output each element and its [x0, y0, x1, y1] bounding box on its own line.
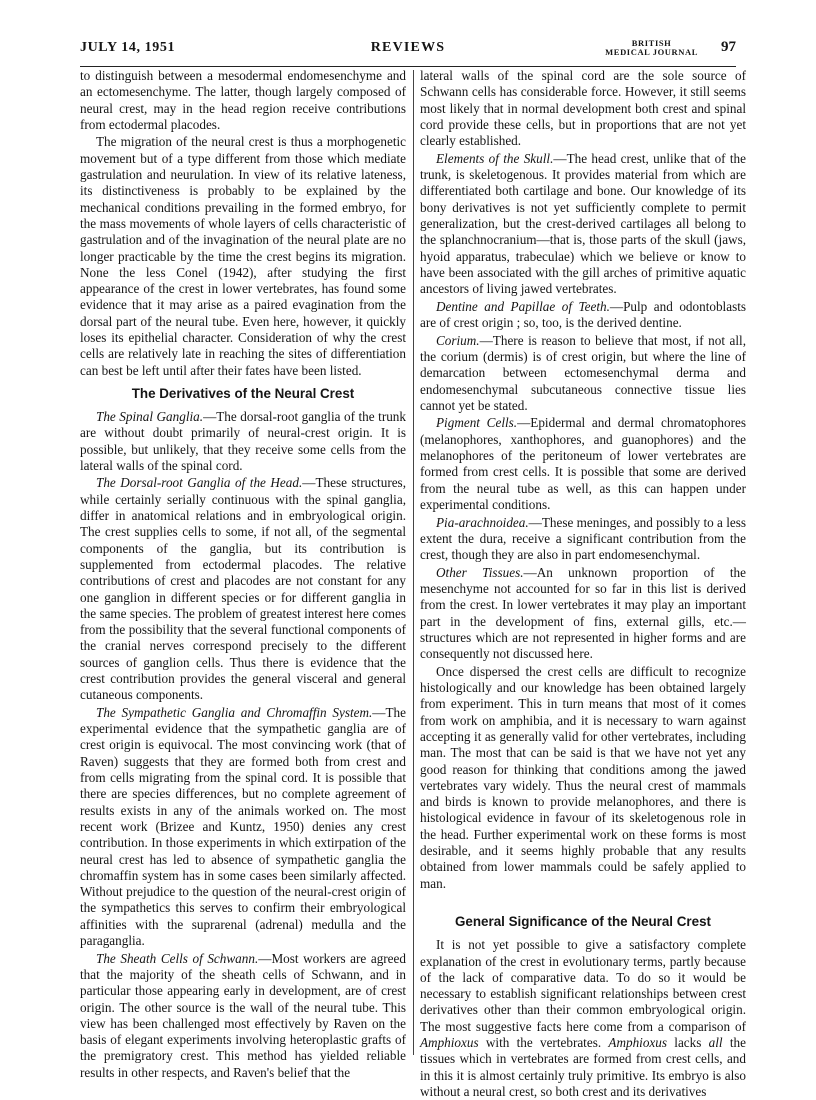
paragraph-text: —An unknown proportion of the mesenchyme not accounted for so far in this list is derived from the crest. In lower vertebrates it may play an important part in the development of fins, external gills, etc.—structures which are not represented in higher forms and are consequently not discussed here. — [420, 564, 746, 662]
paragraph-text: —The head crest, unlike that of the trunk, is skeletogenous. It provides material from which are differentiated both cartilage and bone. Our knowledge of its bony derivatives is not yet sufficiently complete to permit generalization, but the crest-derived cartilages all belong to the splanchnocranium—that is, those parts of the skull (jaws, hyoid apparatus, trabeculae) which we believe or know to have been associated with the gill arches of primitive aquatic ancestors of living jawed vertebrates. — [420, 150, 747, 297]
paragraph-lead: Other Tissues. — [436, 564, 524, 580]
column-divider — [413, 70, 414, 1055]
section-gap — [420, 893, 746, 907]
paragraph-lead: The Spinal Ganglia. — [96, 408, 204, 424]
paragraph-text: It is not yet possible to give a satisfactory complete explanation of the crest in evolutionary terms, partly because of the lack of comparative data. To do so it would be necessary to establish significant relationships between crest derivatives other than their common embryological origin. The most suggestive facts here come from a comparison of — [420, 937, 746, 1034]
paragraph-text: —The experimental evidence that the sympathetic ganglia are of crest origin is equivocal. The most convincing work (that of Raven) suggests that they are formed both from crest and from cells migrating from the spinal cord. It is possible that there are species differences, but no complete agreement of results exists in any of the animals worked on. The most recent work (Brizee and Kuntz, 1950) denies any crest contribution. In those experiments in which extirpation of the neural crest has led to absence of sympathetic ganglia the chromaffin system has in some cases been similarly affected. Without prejudice to the question of the neural-crest origin of the sympathetics this serves to confirm their embryological affinities with the suprarenal (adrenal) medulla and the paraganglia. — [80, 704, 406, 949]
paragraph-text: —Pulp and odontoblasts are of crest origin ; so, too, is the derived dentine. — [420, 298, 746, 331]
paragraph-lead: Corium. — [436, 332, 480, 348]
right-column — [420, 68, 747, 1099]
paragraph — [420, 937, 746, 1100]
italic-term: all — [708, 1035, 723, 1050]
paragraph-text: the tissues which in vertebrates are formed from crest cells, and in this it is almost certainly truly primitive. Its embryo is also without a neural crest, so both crest and its derivatives — [420, 1035, 746, 1099]
section-heading: General Significance of the Neural Crest — [455, 914, 711, 930]
paragraph: to distinguish between a mesodermal endomesenchyme and an ectomesenchyme. The latter, though largely composed of neural crest, may in the head region receive contributions from ectodermal placodes. — [80, 68, 406, 132]
paragraph-text: —These meninges, and possibly to a less extent the dura, receive a significant contribution from the crest, though they are also in part endomesenchymal. — [420, 514, 746, 563]
paragraph — [420, 299, 746, 332]
paragraph: Once dispersed the crest cells are difficult to recognize histologically and our knowledge has been obtained largely from experiment. This in turn means that most of it comes from work on amphibia, and it is necessary to warn against accepting it as generally valid for other vertebrates, including man. The most that can be said is that we have not yet any good reason for thinking that conditions among the jawed vertebrates vary widely. Thus the neural crest of mammals and birds is known to provide melanophores, and there is histological evidence in favour of its skeletogenous role in the head. Further experimental work on these forms is most desirable, and it seems highly probable that any results obtained from lower mammals could be safely applied to man. — [420, 663, 746, 891]
paragraph-text: —Epidermal and dermal chromatophores (melanophores, xanthophores, and guanophores) and the melanophores of the peritoneum of lower vertebrates are formed from crest cells. It is possible that some are derived from the neural tube as well, as this can happen under experimental conditions. — [420, 415, 747, 512]
paragraph — [80, 409, 406, 474]
paragraph-text: —Most workers are agreed that the majority of the sheath cells of Schwann, and in particular those appearing early in development, are of crest origin. The other source is the wall of the neural tube. This view has been challenged most effectively by Raven on the basis of elegant experiments involving heteroplastic grafts of the premigratory crest. This method has yielded reliable results in other respects, and Raven's belief that the — [80, 950, 406, 1080]
page-header — [80, 36, 736, 66]
italic-term: Amphioxus — [608, 1035, 668, 1050]
paragraph — [420, 333, 746, 414]
left-column — [80, 68, 406, 1080]
paragraph-lead: Dentine and Papillae of Teeth. — [436, 298, 610, 314]
paragraph — [80, 475, 406, 703]
paragraph — [420, 415, 746, 513]
paragraph: The migration of the neural crest is thus a morphogenetic movement but of a type different from those which mediate gastrulation and neurulation. In view of its relative lateness, its distinctiveness is probably to be explained by the mechanical conditions prevailing in the formed embryo, for the mass movements of whole layers of cells characteristic of gastrulation and of the invagination of the neural plate are no longer practicable by the time the crest begins its migration. None the less Conel (1942), after studying the first appearance of the crest in lower vertebrates, has found some evidence that it may arise as a paired evagination from the dorsal part of the neural tube. Even here, however, it quickly loses its epithelial character. Consideration of why the crest cells are relatively late in reaching the sites of differentiation can best be left until after their fates have been listed. — [80, 134, 406, 378]
section-heading: The Derivatives of the Neural Crest — [131, 385, 355, 401]
paragraph-text: with the vertebrates. — [478, 1035, 609, 1050]
paragraph — [80, 951, 406, 1081]
page-number: 97 — [721, 39, 736, 55]
paragraph — [420, 565, 746, 663]
paragraph: lateral walls of the spinal cord are the sole source of Schwann cells has considerable force. However, it still seems most likely that in normal development both crest and spinal cord provide these cells, but in proportions that are not yet clearly established. — [420, 68, 746, 149]
journal-name — [605, 39, 698, 57]
paragraph-text: lacks — [667, 1035, 709, 1050]
paragraph-lead: Elements of the Skull. — [436, 150, 554, 166]
paragraph — [80, 705, 406, 949]
paragraph — [420, 151, 746, 298]
paragraph-lead: The Sheath Cells of Schwann. — [96, 950, 259, 966]
header-rule — [80, 66, 736, 67]
paragraph-text: —These structures, while certainly serially continuous with the spinal ganglia, differ in anatomical relations and in embryological origin. The crest supplies cells to some, if not all, of the segmental components of the ganglia, but its contribution is supplemented from ectodermal placodes. The relative contributions of crest and placodes are not constant for any one ganglion in different species or for different ganglia in the same species. The problem of greatest interest here comes from the possibility that the several functional components of the cranial nerves correspond precisely to the different sources of ganglion cells. Thus there is evidence that the crest contribution provides the general visceral and general cutaneous components. — [80, 475, 406, 703]
paragraph-lead: Pia-arachnoidea. — [436, 514, 529, 530]
paragraph-lead: The Sympathetic Ganglia and Chromaffin System. — [96, 704, 373, 720]
paragraph-lead: The Dorsal-root Ganglia of the Head. — [96, 475, 303, 491]
issue-date: JULY 14, 1951 — [80, 40, 176, 55]
paragraph-lead: Pigment Cells. — [436, 415, 518, 431]
journal-name-line2: MEDICAL JOURNAL — [605, 47, 698, 57]
paragraph-text: —The dorsal-root ganglia of the trunk are without doubt primarily of neural-crest origin. It is possible, but unlikely, that they receive some cells from the lateral walls of the spinal cord. — [80, 408, 406, 473]
journal-name-line1: BRITISH — [631, 38, 672, 48]
italic-term: Amphioxus — [420, 1035, 479, 1050]
section-title: REVIEWS — [370, 40, 446, 55]
paragraph — [420, 515, 746, 564]
paragraph-text: —There is reason to believe that most, if not all, the corium (dermis) is of crest origin, but where the line of demarcation between ectomesenchymal derma and endomesenchymal subcutaneous connective tissue lies cannot yet be stated. — [420, 332, 746, 413]
